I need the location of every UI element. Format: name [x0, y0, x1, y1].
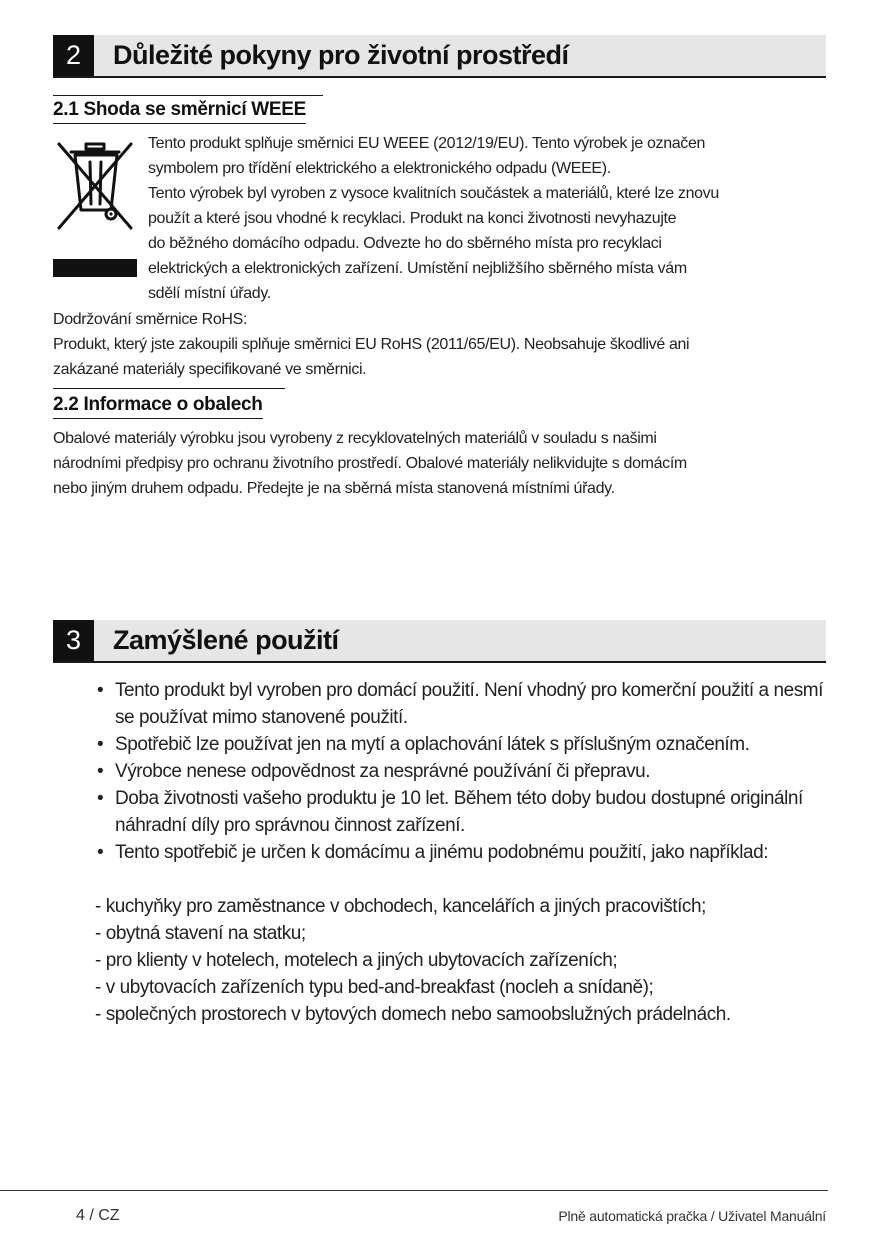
list-item: - pro klienty v hotelech, motelech a jiných ubytovacích zařízeních;: [95, 950, 618, 971]
section-number: 2: [53, 35, 94, 76]
text-line: použít a které jsou vhodné k recyklaci. Produkt na konci životnosti nevyhazujte: [148, 210, 677, 227]
text-line: Tento výrobek byl vyroben z vysoce kvalitních součástek a materiálů, které lze znovu: [148, 185, 719, 202]
text-line: do běžného domácího odpadu. Odvezte ho do sběrného místa pro recyklaci: [148, 235, 662, 252]
subsection-2-1-heading: 2.1 Shoda se směrnicí WEEE: [53, 99, 306, 124]
section-title: Důležité pokyny pro životní prostředí: [113, 40, 569, 70]
list-item-text: Spotřebič lze používat jen na mytí a oplachování látek s příslušným označením.: [115, 734, 750, 755]
list-item-text: Doba životnosti vašeho produktu je 10 let. Během této doby budou dostupné originální náhradní díly pro správnou činnost zařízení.: [115, 788, 803, 836]
document-title: Plně automatická pračka / Uživatel Manuální: [558, 1208, 826, 1224]
list-item: [95, 758, 835, 785]
rohs-paragraph: [53, 307, 843, 382]
footer-divider: [0, 1190, 828, 1191]
subsection-rule: [53, 95, 323, 96]
section-number: 3: [53, 620, 94, 661]
list-item-text: Tento produkt byl vyroben pro domácí použití. Není vhodný pro komerční použití a nesmí se používat mimo stanovené použití.: [115, 680, 823, 728]
list-item: [95, 677, 835, 731]
list-item: - kuchyňky pro zaměstnance v obchodech, kancelářích a jiných pracovištích;: [95, 896, 706, 917]
packaging-paragraph: [53, 426, 843, 501]
weee-paragraph: [148, 131, 838, 306]
section-title: Zamýšlené použití: [113, 625, 339, 655]
bullet: •: [97, 842, 104, 863]
list-item: - v ubytovacích zařízeních typu bed-and-breakfast (nocleh a snídaně);: [95, 977, 654, 998]
text-line: národními předpisy pro ochranu životního prostředí. Obalové materiály nelikvidujte s domácím: [53, 455, 687, 472]
intended-use-list: [95, 677, 835, 866]
bullet: •: [97, 788, 104, 809]
subsection-2-2-heading: 2.2 Informace o obalech: [53, 394, 263, 419]
text-line: Produkt, který jste zakoupili splňuje směrnici EU RoHS (2011/65/EU). Neobsahuje škodlivé ani: [53, 336, 690, 353]
usage-examples-list: [95, 893, 835, 1028]
list-item-text: Tento spotřebič je určen k domácímu a jinému podobnému použití, jako například:: [115, 842, 769, 863]
text-line: Obalové materiály výrobku jsou vyrobeny z recyklovatelných materiálů v souladu s našimi: [53, 430, 657, 447]
rohs-heading: Dodržování směrnice RoHS:: [53, 311, 247, 328]
text-line: Tento produkt splňuje směrnici EU WEEE (2012/19/EU). Tento výrobek je označen: [148, 135, 706, 152]
bullet: •: [97, 734, 104, 755]
page-number: 4 / CZ: [76, 1207, 120, 1224]
list-item-text: Výrobce nenese odpovědnost za nesprávné používání či přepravu.: [115, 761, 651, 782]
bullet: •: [97, 761, 104, 782]
text-line: sdělí místní úřady.: [148, 285, 271, 302]
list-item: [95, 785, 835, 839]
text-line: nebo jiným druhem odpadu. Předejte je na sběrná místa stanovená místními úřady.: [53, 480, 615, 497]
section-2-header: [53, 35, 826, 78]
crossed-out-wheelie-bin-icon: [53, 140, 137, 232]
list-item: [95, 731, 835, 758]
list-item: [95, 839, 835, 866]
text-line: elektrických a elektronických zařízení. Umístění nejbližšího sběrného místa vám: [148, 260, 687, 277]
bullet: •: [97, 680, 104, 701]
list-item: - společných prostorech v bytových domech nebo samoobslužných prádelnách.: [95, 1004, 731, 1025]
subsection-rule: [53, 388, 285, 389]
section-3-header: [53, 620, 826, 663]
weee-marking-bar: [53, 259, 137, 277]
list-item: - obytná stavení na statku;: [95, 923, 306, 944]
text-line: zakázané materiály specifikované ve směrnici.: [53, 361, 367, 378]
text-line: symbolem pro třídění elektrického a elektronického odpadu (WEEE).: [148, 160, 611, 177]
